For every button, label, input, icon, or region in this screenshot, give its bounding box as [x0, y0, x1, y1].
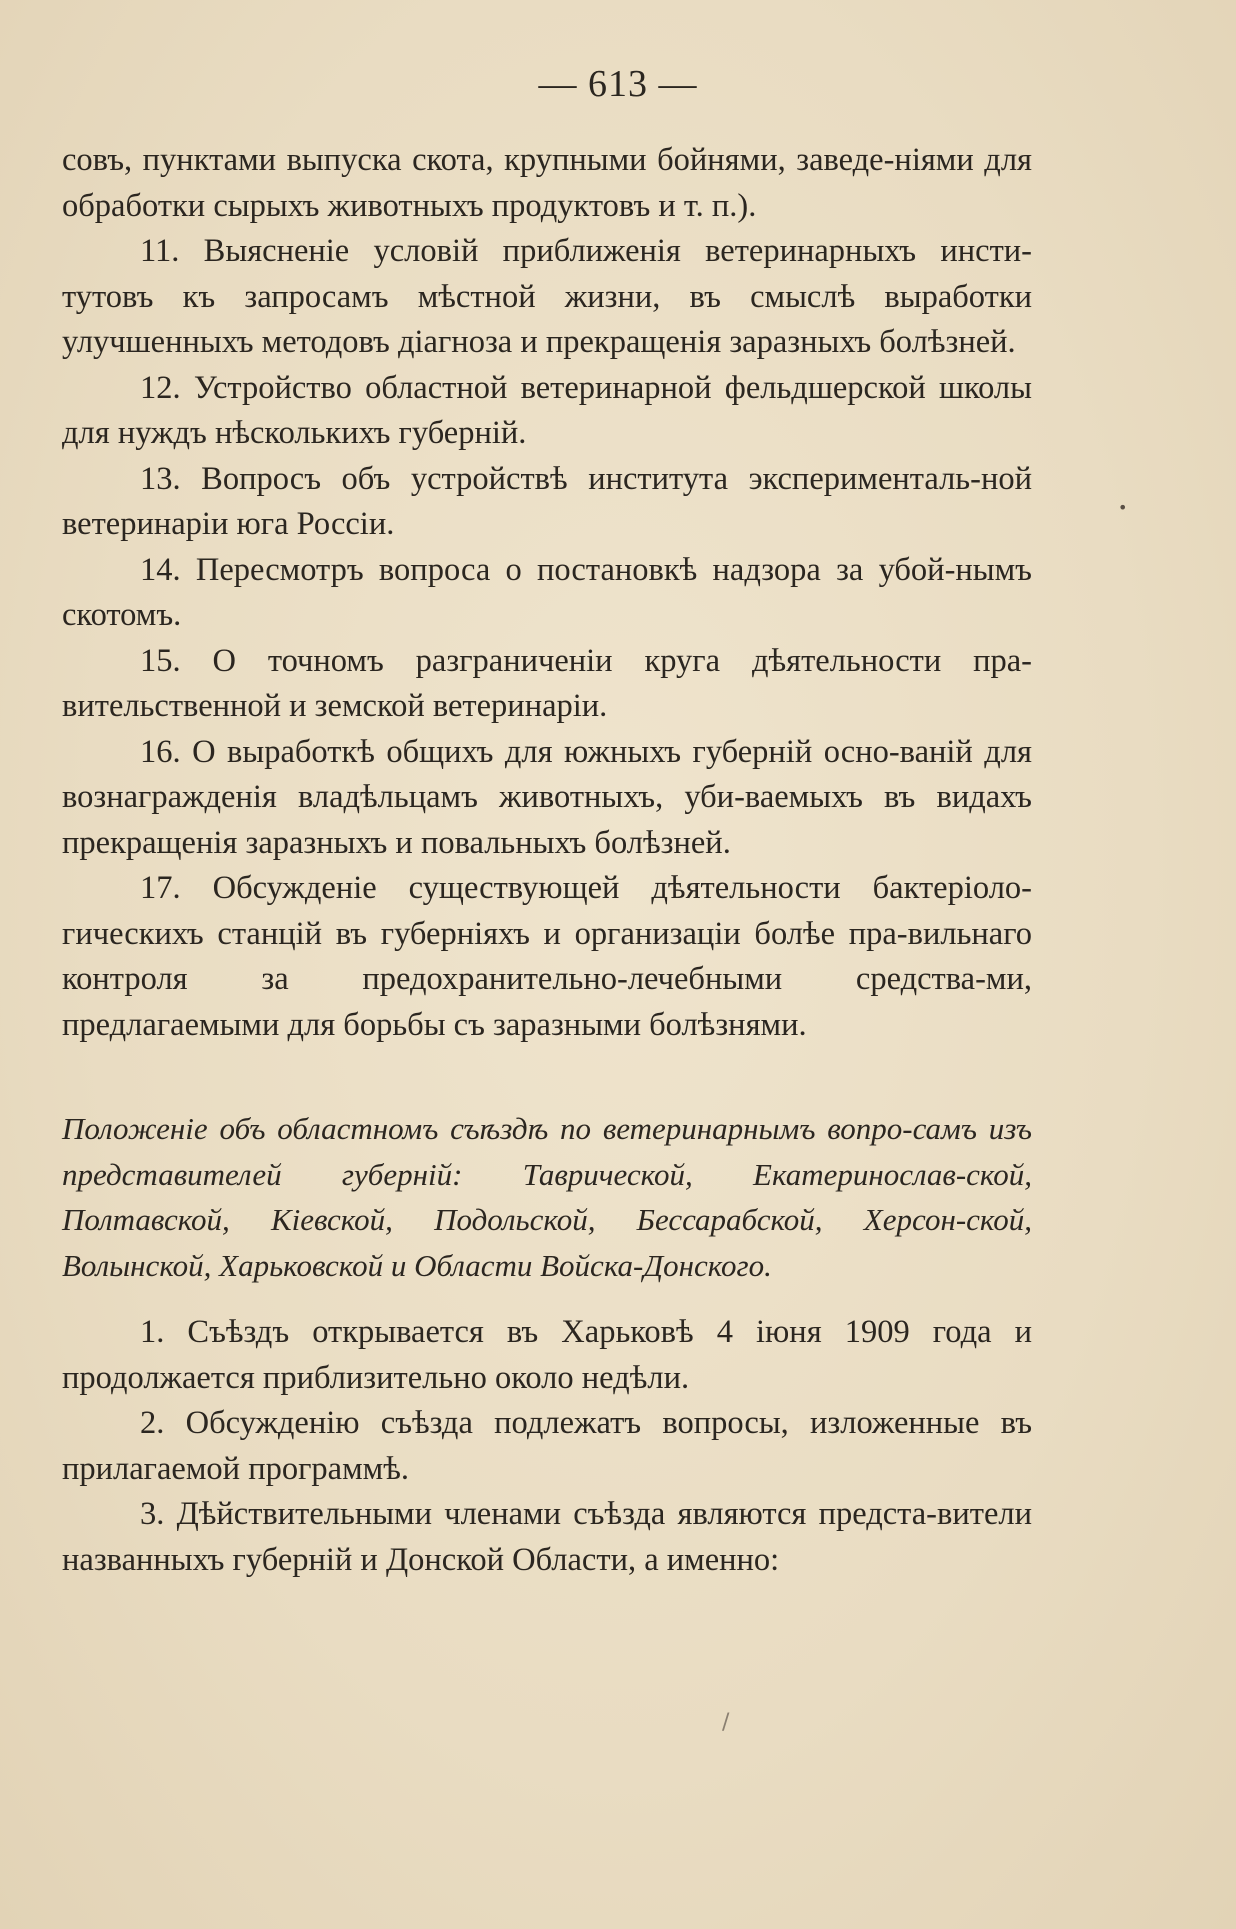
stray-mark-slash: /: [722, 1710, 730, 1735]
paragraph-item-17: 17. Обсужденіе существующей дѣятельности бактеріоло-гическихъ станцій въ губерніяхъ и организаціи болѣе пра-вильнаго контроля за предохранительно-лечебными средства-ми, предлагаемыми для борьбы съ заразными болѣзнями.: [62, 870, 1032, 1043]
paragraph-item-12: 12. Устройство областной ветеринарной фельдшерской школы для нуждъ нѣсколькихъ губерній.: [62, 369, 1032, 451]
paragraph-item-13: 13. Вопросъ объ устройствѣ института эксперименталь-ной ветеринаріи юга Россіи.: [62, 460, 1032, 542]
paragraph-rule-3: 3. Дѣйствительными членами съѣзда являются предста-вители названныхъ губерній и Донской Области, а именно:: [62, 1496, 1032, 1578]
paragraph-rule-1: 1. Съѣздъ открывается въ Харьковѣ 4 іюня 1909 года и продолжается приблизительно около недѣли.: [62, 1314, 1032, 1396]
paragraph-item-16: 16. О выработкѣ общихъ для южныхъ губерній осно-ваній для вознагражденія владѣльцамъ животныхъ, уби-ваемыхъ въ видахъ прекращенія заразныхъ и повальныхъ болѣзней.: [62, 733, 1032, 861]
paragraph-continuation: совъ, пунктами выпуска скота, крупными бойнями, заведе-ніями для обработки сырыхъ животныхъ продуктовъ и т. п.).: [62, 142, 1032, 224]
section-heading-wrap: [62, 1106, 1032, 1288]
paragraph-item-11: 11. Выясненіе условій приближенія ветеринарныхъ инсти-тутовъ къ запросамъ мѣстной жизни, въ смыслѣ выработки улучшенныхъ методовъ діагноза и прекращенія заразныхъ болѣзней.: [62, 233, 1032, 360]
paragraph-item-15: 15. О точномъ разграниченіи круга дѣятельности пра-вительственной и земской ветеринаріи.: [62, 642, 1032, 724]
section-heading: Положеніе объ областномъ съѣздѣ по ветеринарнымъ вопро-самъ изъ представителей губерній: Таврической, Екатеринослав-ской, Полтавской, Кіевской, Подольской, Бессарабской, Херсон-ской, Волынской, Харьковской и Области Войска-Донского.: [62, 1111, 1032, 1283]
page-number: — 613 —: [538, 63, 698, 105]
paragraph-item-14: 14. Пересмотръ вопроса о постановкѣ надзора за убой-нымъ скотомъ.: [62, 551, 1032, 633]
paragraph-rule-2: 2. Обсужденію съѣзда подлежатъ вопросы, изложенные въ прилагаемой программѣ.: [62, 1405, 1032, 1487]
stray-mark-dot: •: [1118, 498, 1128, 517]
body-text: [62, 138, 1032, 1583]
